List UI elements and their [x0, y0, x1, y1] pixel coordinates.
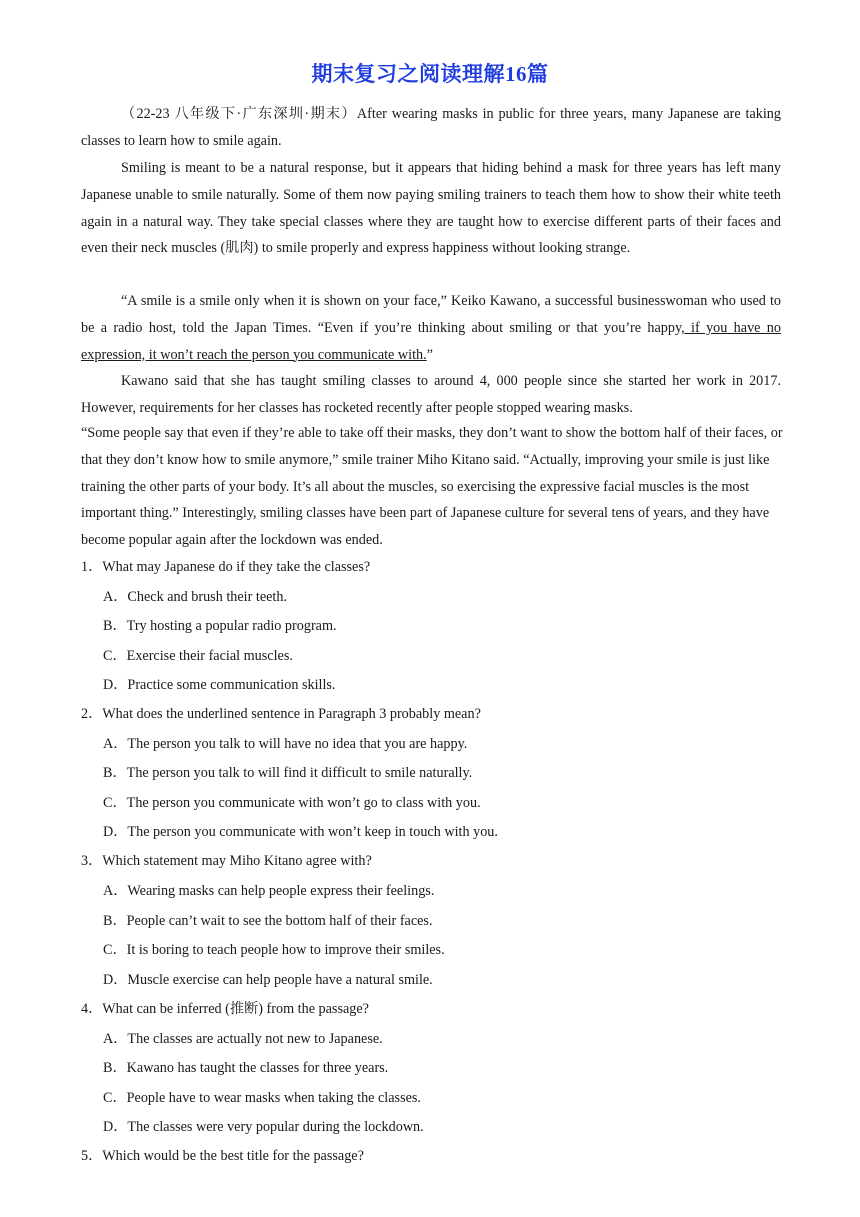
question-4: 4．What can be inferred (推断) from the passage?	[81, 1001, 369, 1017]
question-2-option-c: C．The person you communicate with won’t go to class with you.	[103, 795, 481, 811]
paragraph-3-text: “A smile is a smile only when it is shown on your face,” Keiko Kawano, a successful businesswoman who used to be a radio host, told the Japan Times. “Even if you’re thinking about smiling or that you’re happy	[81, 293, 781, 336]
passage-paragraph-3	[81, 288, 781, 368]
question-1-option-d: D．Practice some communication skills.	[103, 677, 336, 693]
question-2-option-a: A．The person you talk to will have no idea that you are happy.	[103, 736, 468, 752]
passage-paragraph-2: Smiling is meant to be a natural response, but it appears that hiding behind a mask for three years has left many Japanese unable to smile naturally. Some of them now paying smiling trainers to teach them how to show their white teeth again in a natural way. They take special classes where they are taught how to exercise different parts of their faces and even their neck muscles (肌肉) to smile properly and express happiness without looking strange.	[81, 160, 781, 257]
question-3: 3．Which statement may Miho Kitano agree with?	[81, 853, 372, 869]
passage-paragraph-5: “Some people say that even if they’re able to take off their masks, they don’t want to show the bottom half of their faces, or that they don’t know how to smile anymore,” smile trainer Miho Kitano said. “Actually, improving your smile is just like training the other parts of your body. It’s all about the muscles, so exercising the expressive facial muscles is the most important thing.” Interestingly, smiling classes have been part of Japanese culture for several tens of years, and they have become popular again after the lockdown was ended.	[81, 425, 783, 549]
question-5: 5．Which would be the best title for the passage?	[81, 1148, 364, 1164]
question-3-option-c: C．It is boring to teach people how to improve their smiles.	[103, 942, 445, 958]
passage-paragraph-1	[81, 101, 781, 155]
question-3-option-a: A．Wearing masks can help people express their feelings.	[103, 883, 435, 899]
paragraph-1-text: After wearing masks in public for three years, many Japanese are taking classes to learn how to smile again.	[81, 106, 781, 149]
question-1-option-b: B．Try hosting a popular radio program.	[103, 618, 337, 634]
question-2-option-b: B．The person you talk to will find it difficult to smile naturally.	[103, 765, 473, 781]
passage-paragraph-4: Kawano said that she has taught smiling classes to around 4, 000 people since she started her work in 2017. However, requirements for her classes has rocketed recently after people stopped wearing masks.	[81, 373, 781, 416]
paragraph-3-closing-quote: ”	[426, 346, 433, 363]
question-4-option-d: D．The classes were very popular during the lockdown.	[103, 1119, 424, 1135]
question-2-option-d: D．The person you communicate with won’t keep in touch with you.	[103, 824, 498, 840]
question-2: 2．What does the underlined sentence in Paragraph 3 probably mean?	[81, 706, 481, 722]
question-1-option-c: C．Exercise their facial muscles.	[103, 648, 293, 664]
question-3-option-d: D．Muscle exercise can help people have a natural smile.	[103, 972, 433, 988]
question-1-option-a: A．Check and brush their teeth.	[103, 589, 287, 605]
page-title: 期末复习之阅读理解16篇	[311, 62, 549, 86]
question-1: 1．What may Japanese do if they take the classes?	[81, 559, 371, 575]
question-4-option-b: B．Kawano has taught the classes for three years.	[103, 1060, 389, 1076]
question-3-option-b: B．People can’t wait to see the bottom half of their faces.	[103, 913, 433, 929]
question-4-option-a: A．The classes are actually not new to Japanese.	[103, 1031, 383, 1047]
question-4-option-c: C．People have to wear masks when taking the classes.	[103, 1090, 421, 1106]
underlined-sentence: , if you have no expression, it won’t reach the person you communicate with.	[81, 319, 781, 363]
source-note: （22-23 八年级下·广东深圳·期末）	[121, 106, 357, 122]
